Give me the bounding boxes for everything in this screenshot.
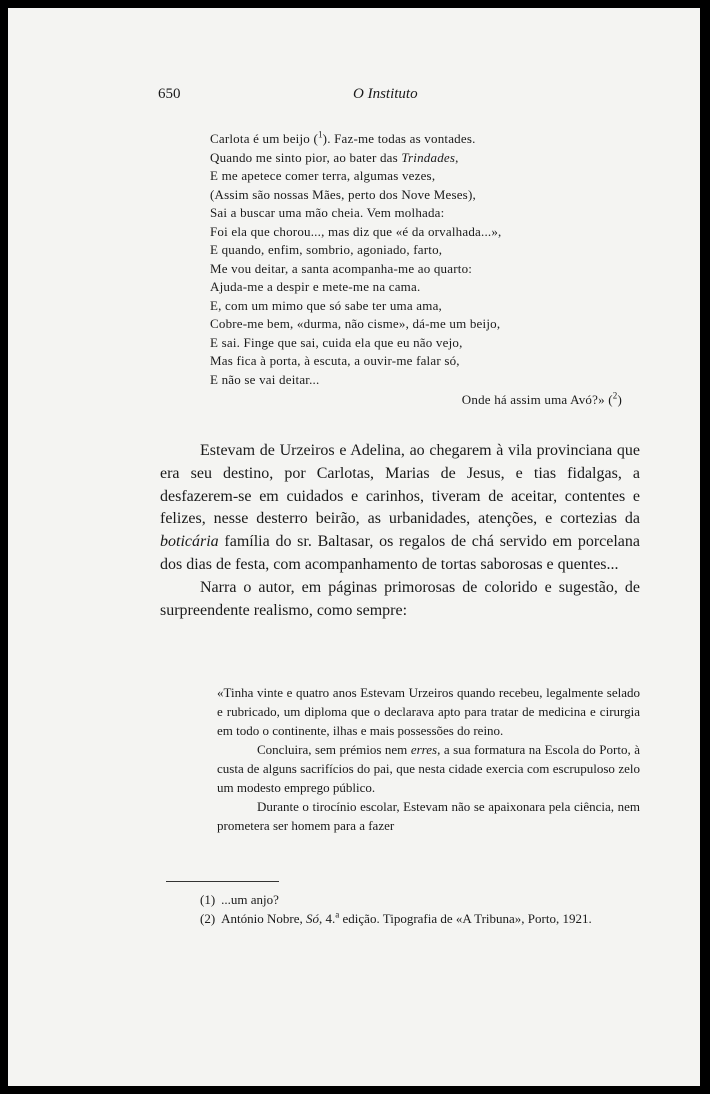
paragraph: Narra o autor, em páginas primorosas de colorido e sugestão, de surpreendente realismo, como sempre: bbox=[160, 578, 640, 619]
body-text bbox=[160, 440, 640, 622]
footnote-2: (2) António Nobre, Só, 4.$^a$ edição. Tipografia de «A Tribuna», Porto, 1921. bbox=[200, 909, 592, 926]
book-page bbox=[8, 8, 700, 1086]
poem-line: E, com um mimo que só sabe ter uma ama, bbox=[210, 297, 442, 313]
poem-line: Sai a buscar uma mão cheia. Vem molhada: bbox=[210, 205, 445, 220]
poem-closing-line: Onde há assim uma Avó?» ($^2$) bbox=[461, 390, 622, 407]
running-title: O Instituto bbox=[353, 86, 418, 102]
page-number: 650 bbox=[158, 86, 181, 102]
poem-excerpt bbox=[210, 130, 630, 410]
footnotes bbox=[160, 891, 640, 928]
page-header bbox=[158, 86, 628, 108]
poem-line: Mas fica à porta, à escuta, a ouvir-me falar só, bbox=[210, 353, 460, 368]
poem-line: Me vou deitar, a santa acompanha-me ao quarto: bbox=[210, 260, 473, 276]
footnote-marker: (1) bbox=[200, 892, 216, 907]
footnote-ref: 2 bbox=[612, 390, 618, 401]
poem-line: Carlota é um beijo ($^1$). Faz-me todas as vontades. bbox=[210, 129, 476, 146]
poem-line: E me apetece comer terra, algumas vezes, bbox=[210, 168, 436, 183]
paragraph: Estevam de Urzeiros e Adelina, ao chegarem à vila provinciana que era seu destino, por Carlotas, Marias de Jesus, e tias fidalgas, a desfazerem-se em cuidados e carinhos, tiveram de aceitar, contentes e felizes, nesse desterro beirão, as urbanidades, atenções, e cortezias da boticária família do sr. Baltasar, os regalos de chá servido em porcelana dos dias de festa, com acompanhamento de tortas saborosas e quentes... bbox=[160, 442, 640, 573]
poem-line: E sai. Finge que sai, cuida ela que eu não vejo, bbox=[210, 334, 463, 350]
footnote-1: (1) ...um anjo? bbox=[200, 892, 279, 907]
block-quote bbox=[217, 683, 640, 835]
footnote-ref: 1 bbox=[317, 129, 323, 140]
poem-line: (Assim são nossas Mães, perto dos Nove Meses), bbox=[210, 186, 476, 202]
poem-line: Cobre-me bem, «durma, não cisme», dá-me um beijo, bbox=[210, 316, 501, 331]
poem-line: E quando, enfim, sombrio, agoniado, farto, bbox=[210, 242, 443, 257]
quote-paragraph: Concluira, sem prémios nem erres, a sua formatura na Escola do Porto, à custa de alguns sacrifícios do pai, que nesta cidade exercia com escrupuloso zelo um modesto emprego público. bbox=[217, 742, 640, 795]
quote-paragraph: «Tinha vinte e quatro anos Estevam Urzeiros quando recebeu, legalmente selado e rubricado, um diploma que o declarava apto para tratar de medicina e cirurgia em todo o continente, ilhas e mais possessões do reino. bbox=[217, 685, 640, 738]
poem-line: Ajuda-me a despir e mete-me na cama. bbox=[210, 279, 421, 294]
poem-line: Foi ela que chorou..., mas diz que «é da orvalhada...», bbox=[210, 223, 502, 239]
poem-line: Quando me sinto pior, ao bater das Trindades, bbox=[210, 149, 459, 165]
footnote-marker: (2) bbox=[200, 910, 216, 926]
poem-line: E não se vai deitar... bbox=[210, 371, 320, 387]
footnote-divider bbox=[166, 881, 279, 882]
quote-paragraph: Durante o tirocínio escolar, Estevam não se apaixonara pela ciência, nem prometera ser homem para a fazer bbox=[217, 799, 640, 833]
